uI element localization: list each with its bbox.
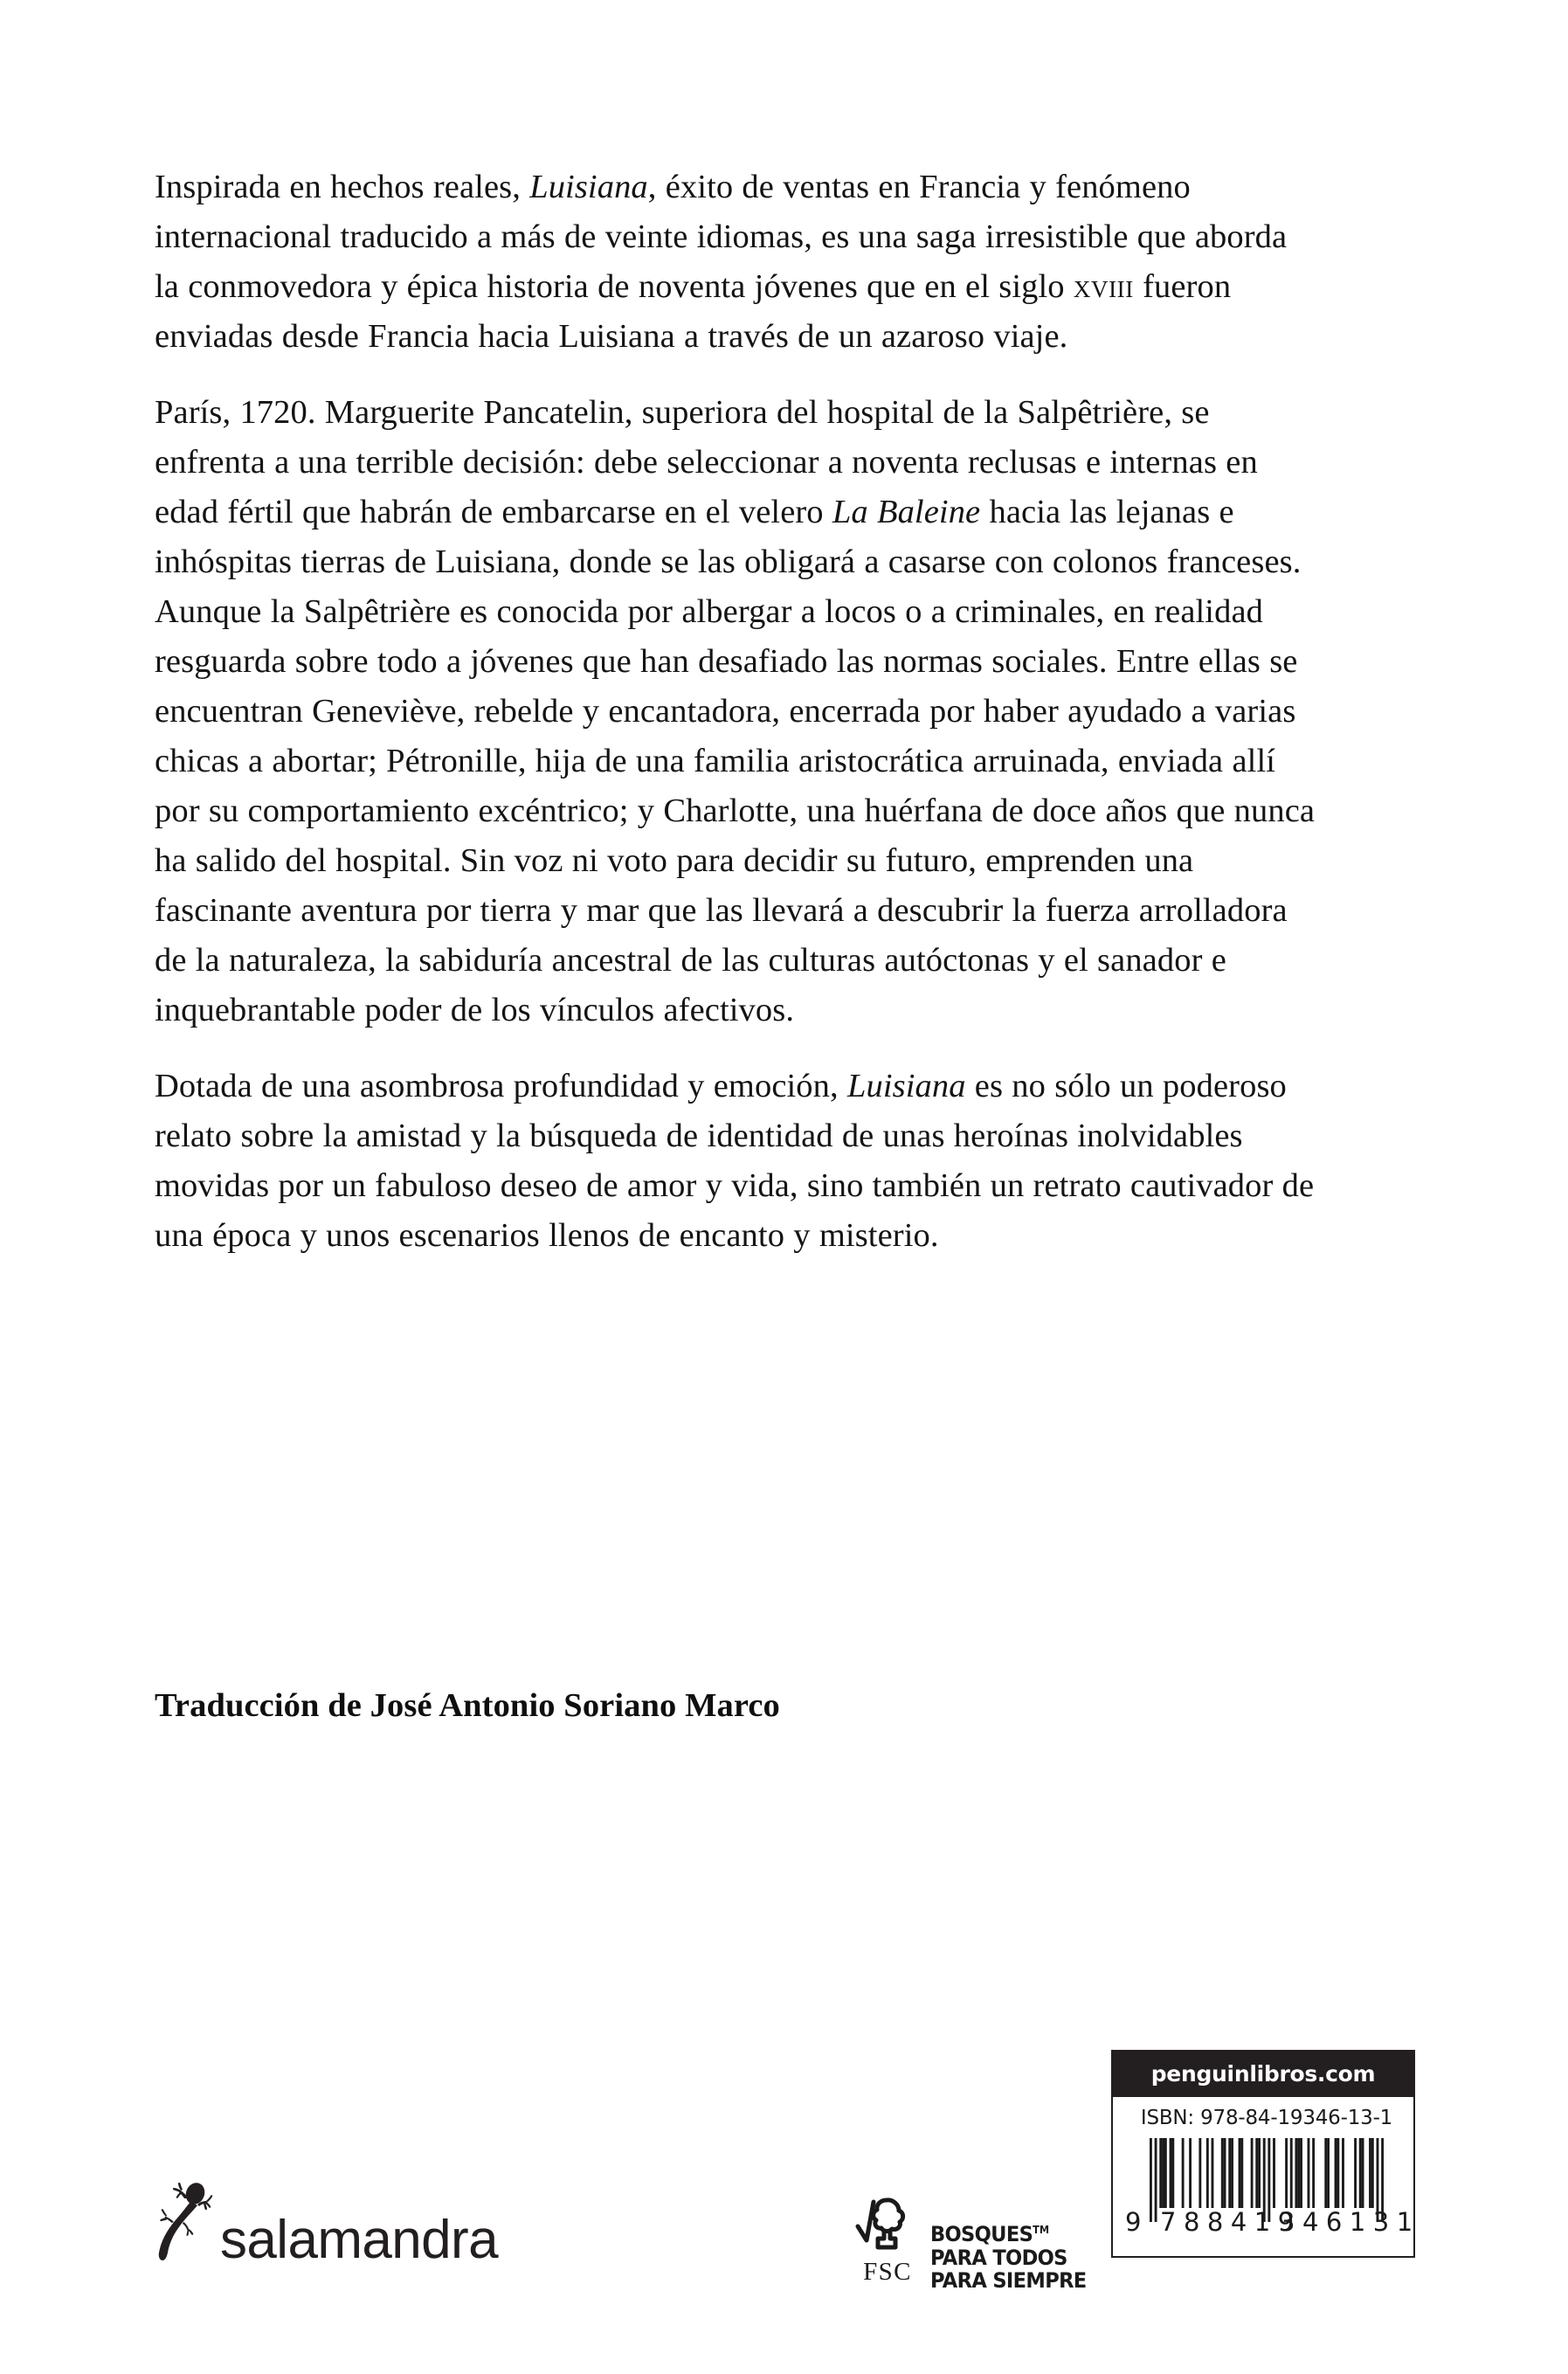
fsc-slogan <box>930 2218 1087 2293</box>
italic-title: La Baleine <box>832 494 981 530</box>
fsc-abbreviation: FSC <box>863 2258 912 2286</box>
isbn-barcode-box <box>1111 2097 1420 2258</box>
fsc-slogan-line-3: PARA SIEMPRE <box>930 2268 1087 2293</box>
penguin-website-label: penguinlibros.com <box>1150 2060 1376 2087</box>
blurb-paragraph-2: París, 1720. Marguerite Pancatelin, superiora del hospital de la Salpêtrière, se enfrenta a una terrible decisión: debe seleccionar a noventa reclusas e internas en edad fértil que habrán de embarcarse en el velero La Baleine hacia las lejanas e inhóspitas tierras de Luisiana, donde se las obligará a casarse con colonos franceses. Aunque la Salpêtrière es conocida por albergar a locos o a criminales, en realidad resguarda sobre todo a jóvenes que han desafiado las normas sociales. Entre ellas se encuentran Geneviève, rebelde y encantadora, encerrada por haber ayudado a varias chicas a abortar; Pétronille, hija de una familia aristocrática arruinada, enviada allí por su comportamiento excéntrico; y Charlotte, una huérfana de doce años que nunca ha salido del hospital. Sin voz ni voto para decidir su futuro, emprenden una fascinante aventura por tierra y mar que las llevará a descubrir la fuerza arrolladora de la naturaleza, la sabiduría ancestral de las culturas autóctonas y el sanador e inquebrantable poder de los vínculos afectivos. <box>155 394 1316 1028</box>
fsc-certification-block <box>854 2195 1096 2293</box>
fsc-tree-checkmark-icon <box>854 2195 921 2287</box>
italic-title: Luisiana <box>529 169 648 205</box>
barcode-panel <box>1111 2050 1420 2258</box>
publisher-logo <box>157 2182 498 2270</box>
blurb-paragraph-1: Inspirada en hechos reales, Luisiana, éxito de ventas en Francia y fenómeno internacional traducido a más de veinte idiomas, es una saga irresistible que aborda la conmovedora y épica historia de noventa jóvenes que en el siglo xviii fueron enviadas desde Francia hacia Luisiana a través de un azaroso viaje. <box>155 169 1288 355</box>
isbn-label: ISBN: 978-84-19346-13-1 <box>1140 2107 1393 2129</box>
small-caps-numeral: xviii <box>1073 268 1134 305</box>
trademark-symbol: TM <box>1033 2224 1050 2236</box>
ean-lead-digit: 9 <box>1125 2207 1142 2237</box>
publisher-wordmark: salamandra <box>220 2210 498 2270</box>
translator-credit: Traducción de José Antonio Soriano Marco <box>155 1687 780 1724</box>
penguin-website-bar[interactable] <box>1111 2050 1415 2097</box>
ean-group-2: 346131 <box>1279 2207 1420 2237</box>
salamander-icon <box>157 2182 215 2262</box>
fsc-slogan-line-1: BOSQUES™ <box>930 2222 1050 2246</box>
italic-title: Luisiana <box>846 1068 966 1104</box>
fsc-slogan-line-2: PARA TODOS <box>930 2245 1067 2270</box>
back-cover-blurb <box>155 163 1316 1261</box>
blurb-paragraph-3: Dotada de una asombrosa profundidad y emoción, Luisiana es no sólo un poderoso relato sobre la amistad y la búsqueda de identidad de unas heroínas inolvidables movidas por un fabuloso deseo de amor y vida, sino también un retrato cautivador de una época y unos escenarios llenos de encanto y misterio. <box>155 1068 1315 1254</box>
ean13-digits <box>1125 2207 1420 2237</box>
ean-group-1: 788419 <box>1160 2207 1302 2237</box>
